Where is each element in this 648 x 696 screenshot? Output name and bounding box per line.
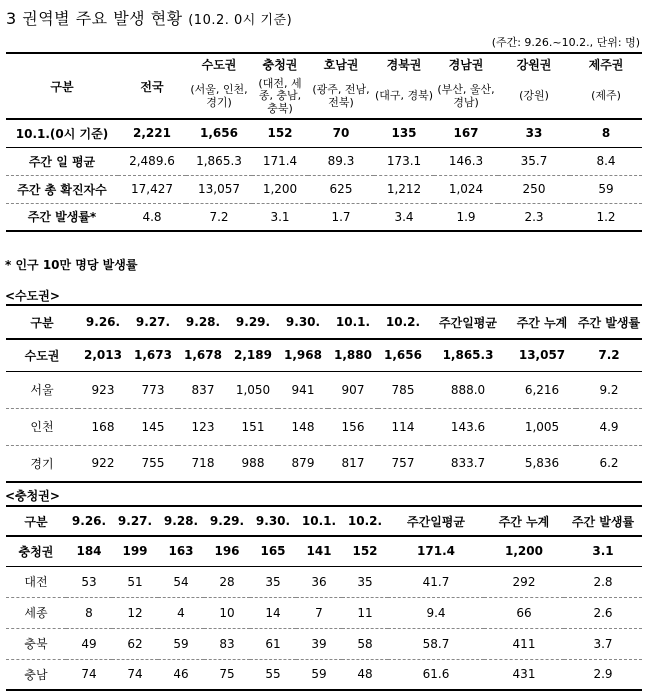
header-national: 전국	[140, 79, 164, 94]
cell: 89.3	[327, 154, 355, 168]
cell: 292	[512, 574, 536, 589]
header-cell: 주간 발생률	[577, 315, 641, 330]
cell: 1,212	[386, 182, 422, 196]
cell: 대전	[24, 575, 48, 589]
cell: 충북	[24, 637, 48, 651]
cell: 48	[357, 667, 373, 682]
cell: 1,656	[384, 348, 422, 363]
cell: 74	[127, 667, 143, 682]
cell: 35.7	[520, 154, 548, 168]
header-cell: 9.27.	[117, 514, 153, 528]
header-cell: 주간일평균	[439, 315, 497, 330]
table-header-row	[6, 305, 642, 339]
cell: 9.2	[599, 382, 619, 397]
cell: 165	[260, 544, 286, 559]
cell: 13,057	[518, 348, 566, 363]
cell: 9.4	[426, 605, 446, 620]
cell: 36	[311, 574, 327, 589]
cell: 1,865.3	[196, 154, 242, 168]
cell: 74	[81, 667, 97, 682]
table-row	[6, 597, 642, 628]
row-label: 주간 총 확진자수	[17, 182, 107, 197]
header-cell: 구분	[30, 315, 54, 330]
cell: 33	[525, 126, 543, 141]
header-region-sub: (대구, 경북)	[374, 89, 434, 103]
header-region-sub: (대전, 세종, 충남, 충북)	[258, 76, 302, 115]
title-sub: (10.2. 0시 기준)	[188, 13, 293, 28]
cell: 941	[291, 382, 315, 397]
header-cell: 9.26.	[71, 514, 107, 528]
cell: 163	[168, 544, 194, 559]
cell: 2.3	[524, 209, 544, 224]
cell: 2.6	[593, 605, 613, 620]
cell: 1,200	[505, 544, 543, 559]
header-region-sub: (서울, 인천, 경기)	[190, 82, 248, 109]
header-region: 경북권	[386, 58, 422, 72]
cell: 5,836	[524, 456, 560, 471]
header-cell: 9.29.	[209, 514, 245, 528]
cell: 145	[141, 419, 165, 434]
capital-table	[6, 304, 642, 483]
cell: 61.6	[422, 667, 450, 682]
cell: 114	[391, 419, 415, 434]
header-cell: 9.30.	[285, 315, 321, 329]
header-region-sub: (제주)	[591, 89, 621, 103]
cell: 785	[391, 382, 415, 397]
cell: 888.0	[450, 382, 486, 397]
cell: 3.1	[592, 544, 614, 559]
table-row	[6, 175, 642, 203]
cell: 196	[214, 544, 240, 559]
footnote: * 인구 10만 명당 발생률	[5, 258, 138, 272]
table-row	[6, 566, 642, 597]
cell: 184	[76, 544, 102, 559]
table-row	[6, 147, 642, 175]
section-label-chungcheong: <충청권>	[5, 489, 60, 503]
cell: 4	[177, 605, 185, 620]
table-row	[6, 119, 642, 147]
cell: 2,221	[133, 126, 171, 141]
cell: 41.7	[422, 574, 450, 589]
cell: 757	[391, 456, 415, 471]
header-cell: 10.2.	[385, 315, 421, 329]
table-row	[6, 628, 642, 659]
table-row	[6, 203, 642, 231]
cell: 3.7	[593, 636, 613, 651]
cell: 66	[516, 605, 532, 620]
cell: 17,427	[131, 182, 173, 196]
cell: 62	[127, 636, 143, 651]
cell: 7.2	[598, 348, 620, 363]
cell: 143.6	[450, 419, 486, 434]
cell: 773	[141, 382, 165, 397]
header-cell: 10.1.	[335, 315, 371, 329]
header-region: 수도권	[201, 58, 237, 72]
cell: 70	[332, 126, 350, 141]
cell: 152	[352, 544, 378, 559]
cell: 세종	[24, 606, 48, 620]
chungcheong-table	[6, 505, 642, 691]
cell: 879	[291, 456, 315, 471]
cell: 156	[341, 419, 365, 434]
table-header-row	[6, 506, 642, 536]
cell: 135	[391, 126, 417, 141]
cell: 199	[122, 544, 148, 559]
header-cell: 9.28.	[185, 315, 221, 329]
cell: 58.7	[422, 636, 450, 651]
cell: 인천	[30, 420, 54, 434]
cell: 13,057	[198, 182, 240, 196]
cell: 7	[315, 605, 323, 620]
header-cell: 주간 누계	[498, 514, 550, 529]
header-cell: 10.1.	[301, 514, 337, 528]
cell: 1,678	[184, 348, 222, 363]
cell: 59	[311, 667, 327, 682]
cell: 922	[91, 456, 115, 471]
cell: 817	[341, 456, 365, 471]
cell: 35	[265, 574, 281, 589]
cell: 2,489.6	[129, 154, 175, 168]
header-cell: 9.29.	[235, 315, 271, 329]
table-row	[6, 371, 642, 408]
cell: 충남	[24, 667, 48, 682]
cell: 39	[311, 636, 327, 651]
cell: 718	[191, 456, 215, 471]
cell: 8	[85, 605, 93, 620]
header-cell: 9.26.	[85, 315, 121, 329]
header-cell: 9.27.	[135, 315, 171, 329]
cell: 55	[265, 667, 281, 682]
cell: 14	[265, 605, 281, 620]
cell: 837	[191, 382, 215, 397]
cell: 1,005	[524, 419, 560, 434]
cell: 충청권	[18, 544, 54, 559]
cell: 1.2	[596, 209, 616, 224]
cell: 59	[173, 636, 189, 651]
cell: 1,050	[235, 382, 271, 397]
cell: 83	[219, 636, 235, 651]
cell: 8	[601, 126, 611, 141]
cell: 46	[173, 667, 189, 682]
cell: 7.2	[209, 209, 229, 224]
summary-table	[6, 52, 642, 232]
header-region: 충청권	[262, 58, 298, 72]
table-row	[6, 536, 642, 566]
cell: 411	[512, 636, 536, 651]
cell: 171.4	[262, 154, 298, 168]
cell: 75	[219, 667, 235, 682]
cell: 35	[357, 574, 373, 589]
header-cell: 10.2.	[347, 514, 383, 528]
cell: 12	[127, 605, 143, 620]
header-region-sub: (부산, 울산, 경남)	[437, 82, 495, 109]
cell: 152	[267, 126, 293, 141]
cell: 51	[127, 574, 143, 589]
cell: 서울	[30, 383, 54, 397]
cell: 3.4	[394, 209, 414, 224]
cell: 171.4	[417, 544, 455, 559]
page-title	[6, 6, 292, 29]
cell: 833.7	[450, 456, 486, 471]
cell: 1.7	[331, 209, 351, 224]
cell: 146.3	[448, 154, 484, 168]
table-row	[6, 408, 642, 445]
cell: 59	[598, 182, 614, 196]
header-region: 제주권	[588, 58, 624, 72]
cell: 2.8	[593, 574, 613, 589]
header-region: 호남권	[323, 58, 359, 72]
cell: 1,968	[284, 348, 322, 363]
cell: 경기	[30, 456, 54, 471]
cell: 123	[191, 419, 215, 434]
cell: 4.8	[142, 209, 162, 224]
header-region-sub: (강원)	[519, 89, 549, 103]
header-region-sub: (광주, 전남, 전북)	[312, 82, 370, 109]
cell: 625	[329, 182, 353, 196]
cell: 168	[91, 419, 115, 434]
cell: 1,200	[262, 182, 298, 196]
summary-header-row	[6, 53, 642, 75]
cell: 923	[91, 382, 115, 397]
cell: 173.1	[386, 154, 422, 168]
table-row	[6, 445, 642, 482]
cell: 2,189	[234, 348, 272, 363]
header-cell: 구분	[24, 514, 48, 529]
cell: 53	[81, 574, 97, 589]
cell: 1,673	[134, 348, 172, 363]
header-cell: 9.28.	[163, 514, 199, 528]
header-cell: 9.30.	[255, 514, 291, 528]
unit-note: (주간: 9.26.~10.2., 단위: 명)	[491, 36, 640, 49]
header-region: 경남권	[448, 58, 484, 72]
row-label: 10.1.(0시 기준)	[15, 126, 109, 141]
header-category: 구분	[50, 79, 74, 94]
cell: 6.2	[599, 456, 619, 471]
cell: 10	[219, 605, 235, 620]
cell: 11	[357, 605, 373, 620]
cell: 58	[357, 636, 373, 651]
cell: 431	[512, 667, 536, 682]
row-label: 주간 발생률*	[27, 210, 97, 225]
row-label: 주간 일 평균	[28, 154, 96, 169]
cell: 61	[265, 636, 281, 651]
cell: 6,216	[524, 382, 560, 397]
header-cell: 주간 누계	[516, 315, 568, 330]
cell: 988	[241, 456, 265, 471]
header-cell: 주간일평균	[407, 514, 465, 529]
header-region: 강원권	[516, 58, 552, 72]
cell: 수도권	[24, 348, 60, 363]
cell: 755	[141, 456, 165, 471]
title-main: 3 권역별 주요 발생 현황	[6, 9, 183, 28]
table-row	[6, 659, 642, 690]
cell: 2.9	[593, 667, 613, 682]
cell: 1.9	[456, 209, 476, 224]
cell: 28	[219, 574, 235, 589]
section-label-capital: <수도권>	[5, 289, 60, 303]
cell: 54	[173, 574, 189, 589]
cell: 1,880	[334, 348, 372, 363]
cell: 49	[81, 636, 97, 651]
cell: 907	[341, 382, 365, 397]
cell: 8.4	[596, 154, 616, 168]
cell: 167	[453, 126, 479, 141]
cell: 1,865.3	[442, 348, 494, 363]
cell: 141	[306, 544, 332, 559]
cell: 148	[291, 419, 315, 434]
cell: 1,656	[200, 126, 238, 141]
table-row	[6, 339, 642, 371]
cell: 4.9	[599, 419, 619, 434]
cell: 1,024	[448, 182, 484, 196]
cell: 151	[241, 419, 265, 434]
cell: 250	[522, 182, 546, 196]
cell: 2,013	[84, 348, 122, 363]
cell: 3.1	[270, 209, 290, 224]
header-cell: 주간 발생률	[571, 514, 635, 529]
